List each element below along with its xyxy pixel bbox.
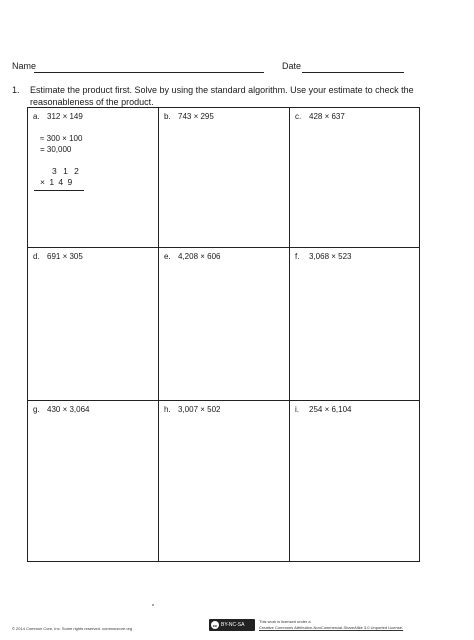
problem-expression: 3,068 × 523 <box>309 252 352 261</box>
problem-label <box>295 252 351 261</box>
problem-cell-e[interactable] <box>159 248 290 401</box>
problem-label <box>164 112 214 121</box>
problem-expression: 428 × 637 <box>309 112 345 121</box>
problem-label <box>33 405 89 414</box>
license-link[interactable]: Creative Commons Attribution-NonCommercial-ShareAlike 3.0 Unported License. <box>259 624 404 630</box>
copyright-text: © 2014 Common Core, Inc. Some rights reserved. commoncore.org <box>12 626 133 631</box>
question-text: Estimate the product first. Solve by using the standard algorithm. Use your estimate to check the reasonableness of the product. <box>30 85 414 107</box>
problem-expression: 254 × 6,104 <box>309 405 352 414</box>
problem-cell-b[interactable] <box>159 108 290 248</box>
algo-underline <box>34 190 84 191</box>
problem-letter: d. <box>33 252 40 261</box>
problem-label <box>164 405 220 414</box>
problem-letter: c. <box>295 112 302 121</box>
question-number: 1. <box>12 85 20 95</box>
problem-label <box>295 405 351 414</box>
problem-label <box>33 112 83 121</box>
problem-letter: i. <box>295 405 299 414</box>
problem-expression: 743 × 295 <box>178 112 214 121</box>
problem-cell-c[interactable] <box>290 108 419 248</box>
problem-letter: a. <box>33 112 40 121</box>
problem-cell-g[interactable] <box>28 401 159 561</box>
problem-cell-i[interactable] <box>290 401 419 561</box>
license-line-1: This work is licensed under a <box>259 619 311 624</box>
problem-cell-f[interactable] <box>290 248 419 401</box>
problem-letter: b. <box>164 112 171 121</box>
problem-expression: 3,007 × 502 <box>178 405 221 414</box>
problem-label <box>33 252 83 261</box>
algo-multiplicand: 3 1 2 <box>52 166 81 176</box>
problem-letter: e. <box>164 252 171 261</box>
problem-expression: 430 × 3,064 <box>47 405 90 414</box>
problem-label <box>295 112 345 121</box>
problem-expression: 691 × 305 <box>47 252 83 261</box>
license-text <box>259 619 403 630</box>
cc-license-badge[interactable] <box>209 619 255 631</box>
problem-letter: g. <box>33 405 40 414</box>
estimate-result: = 30,000 <box>40 145 72 154</box>
problem-letter: f. <box>295 252 300 261</box>
standard-algorithm-work <box>40 166 81 188</box>
problem-grid <box>27 107 420 562</box>
problem-label <box>164 252 220 261</box>
estimate-line: ≈ 300 × 100 <box>40 134 83 143</box>
problem-cell-d[interactable] <box>28 248 159 401</box>
name-label: Name <box>12 61 37 71</box>
algo-multiplier: × 1 4 9 <box>40 177 74 187</box>
estimate-work <box>40 133 82 155</box>
problem-expression: 312 × 149 <box>47 112 83 121</box>
problem-cell-h[interactable] <box>159 401 290 561</box>
problem-expression: 4,208 × 606 <box>178 252 221 261</box>
stray-dot <box>152 604 154 606</box>
problem-letter: h. <box>164 405 171 414</box>
problem-cell-a[interactable] <box>28 108 159 248</box>
cc-icon: cc <box>212 622 218 628</box>
date-blank[interactable] <box>302 72 404 73</box>
cc-badge-label: BY-NC-SA <box>221 622 245 628</box>
date-label: Date <box>282 61 302 71</box>
name-blank[interactable] <box>34 72 264 73</box>
